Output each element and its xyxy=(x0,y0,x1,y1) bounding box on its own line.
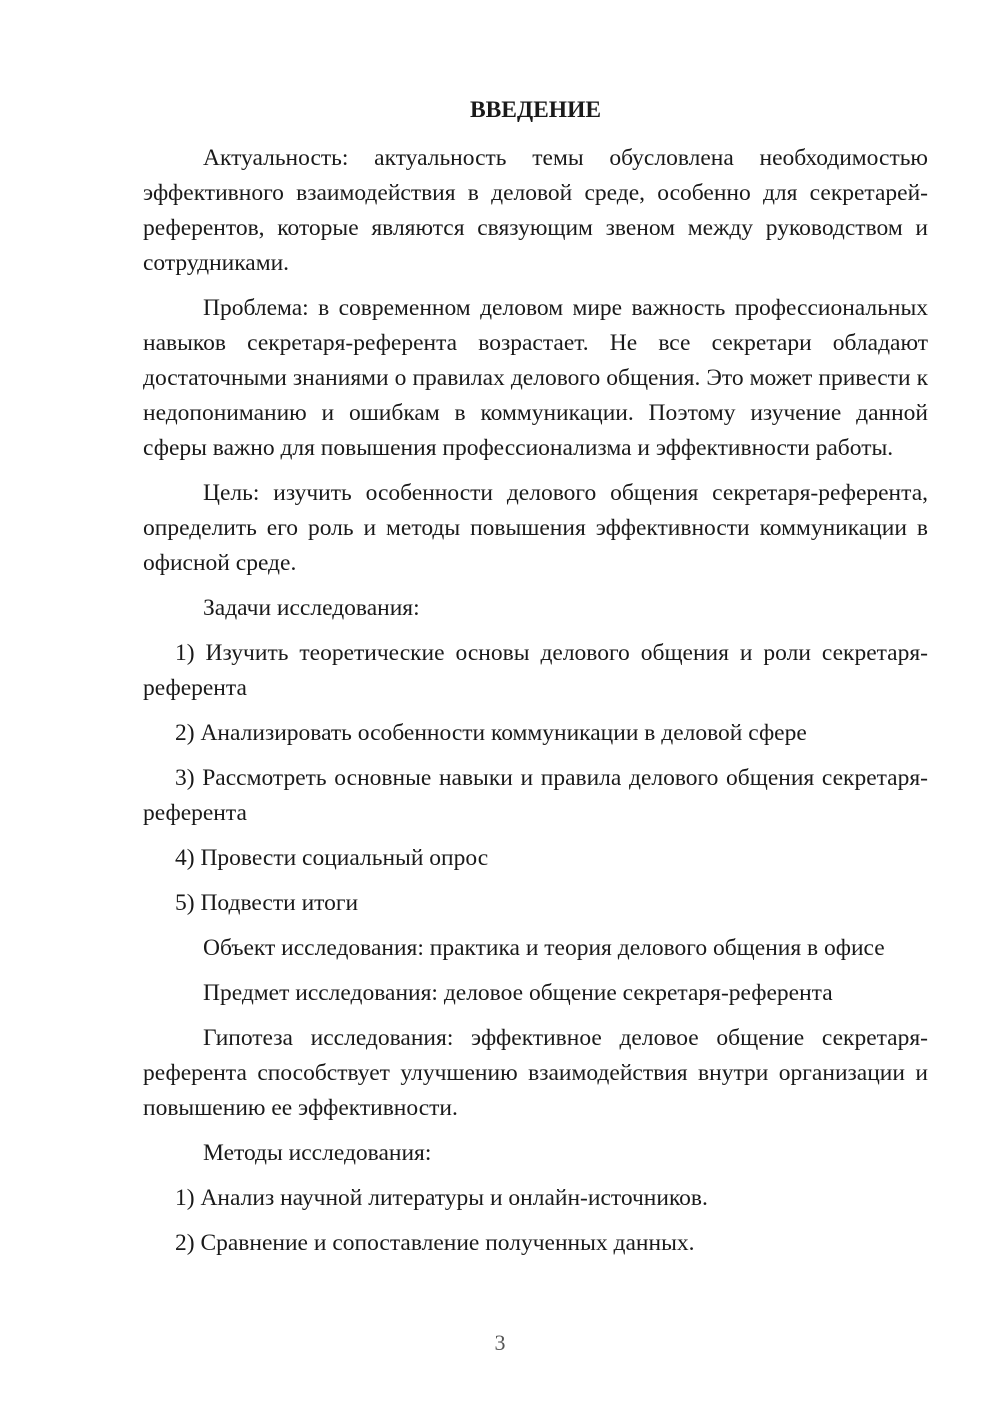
tasks-heading: Задачи исследования: xyxy=(203,595,420,621)
paragraph-problem: Проблема: в современном деловом мире важность профессиональных навыков секретаря-референта возрастает. Не все секретари обладают достаточными знаниями о правилах делового общения. Это может привести к недопониманию и ошибкам в коммуникации. Поэтому изучение данной сферы важно для повышения профессионализма и эффективности работы. xyxy=(143,295,928,461)
document-page xyxy=(143,93,928,1271)
task-item-4: 4) Провести социальный опрос xyxy=(175,845,489,871)
task-item-3: 3) Рассмотреть основные навыки и правила делового общения секретаря-референта xyxy=(143,765,928,826)
method-item-1: 1) Анализ научной литературы и онлайн-источников. xyxy=(175,1185,708,1211)
paragraph-subject: Предмет исследования: деловое общение секретаря-референта xyxy=(203,980,833,1006)
section-title: ВВЕДЕНИЕ xyxy=(469,97,602,123)
task-item-2: 2) Анализировать особенности коммуникации в деловой сфере xyxy=(175,720,807,746)
page-number: 3 xyxy=(494,1330,506,1355)
paragraph-hypothesis: Гипотеза исследования: эффективное деловое общение секретаря-референта способствует улучшению взаимодействия внутри организации и повышению ее эффективности. xyxy=(143,1025,928,1121)
methods-heading: Методы исследования: xyxy=(203,1140,432,1166)
paragraph-goal: Цель: изучить особенности делового общения секретаря-референта, определить его роль и методы повышения эффективности коммуникации в офисной среде. xyxy=(143,480,928,576)
task-item-5: 5) Подвести итоги xyxy=(175,890,359,916)
paragraph-relevance: Актуальность: актуальность темы обусловлена необходимостью эффективного взаимодействия в деловой среде, особенно для секретарей-референтов, которые являются связующим звеном между руководством и сотрудниками. xyxy=(143,145,928,276)
paragraph-object: Объект исследования: практика и теория делового общения в офисе xyxy=(203,935,885,961)
method-item-2: 2) Сравнение и сопоставление полученных данных. xyxy=(175,1230,695,1256)
task-item-1: 1) Изучить теоретические основы делового общения и роли секретаря-референта xyxy=(143,640,928,701)
